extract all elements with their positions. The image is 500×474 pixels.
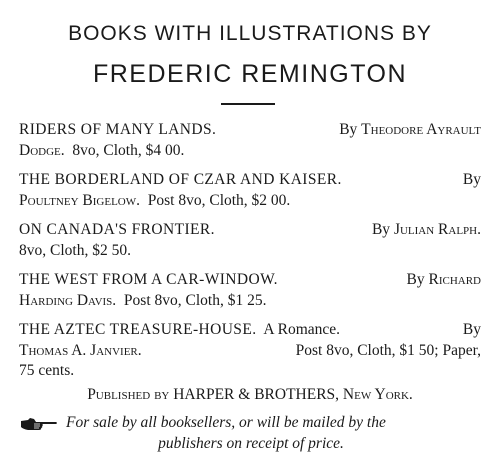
book-title: THE AZTEC TREASURE-HOUSE.	[19, 321, 257, 338]
heading-line-2: FREDERIC REMINGTON	[92, 60, 408, 88]
divider-rule	[221, 103, 275, 105]
publisher-name: HARPER & BROTHERS,	[173, 386, 340, 403]
book-entry	[19, 120, 481, 161]
book-author: Theodore Ayrault	[361, 121, 481, 138]
publisher-city: New York.	[342, 386, 413, 403]
by-label: By	[462, 171, 481, 188]
book-details: 8vo, Cloth, $2 50.	[19, 241, 131, 259]
book-author-cont: Dodge.	[19, 141, 65, 159]
book-title: RIDERS OF MANY LANDS.	[19, 121, 217, 138]
book-author: Richard	[428, 271, 481, 288]
book-entry	[19, 270, 481, 311]
book-title: THE BORDERLAND OF CZAR AND KAISER.	[19, 171, 342, 188]
book-subtitle: A Romance.	[263, 321, 341, 338]
by-label: By	[406, 271, 425, 288]
book-details: 8vo, Cloth, $4 00.	[72, 141, 185, 159]
book-details-cont: 75 cents.	[19, 362, 75, 379]
by-label: By	[462, 321, 481, 338]
book-details: Post 8vo, Cloth, $2 00.	[147, 191, 291, 209]
book-details: Post 8vo, Cloth, $1 50; Paper,	[295, 341, 481, 359]
publisher-line	[0, 386, 500, 404]
by-label: By	[371, 221, 391, 238]
book-title: ON CANADA'S FRONTIER.	[19, 221, 215, 238]
pointing-hand-icon	[20, 416, 58, 430]
book-entry	[19, 320, 481, 382]
book-list	[19, 120, 481, 391]
by-label: By	[339, 121, 358, 138]
sale-note-line-1: For sale by all booksellers, or will be mailed by the	[66, 414, 386, 431]
sale-note-line-2: publishers on receipt of price.	[158, 435, 344, 452]
book-author: Thomas A. Janvier.	[19, 341, 142, 359]
book-author: Poultney Bigelow.	[19, 191, 141, 209]
book-details: Post 8vo, Cloth, $1 25.	[123, 291, 267, 309]
publisher-prefix: Published by	[87, 386, 170, 403]
sale-note	[20, 412, 482, 454]
book-author: Julian Ralph.	[393, 221, 481, 238]
heading-line-1: BOOKS WITH ILLUSTRATIONS BY	[68, 22, 432, 45]
book-entry	[19, 220, 481, 261]
book-entry	[19, 170, 481, 211]
book-title: THE WEST FROM A CAR-WINDOW.	[19, 271, 278, 288]
book-author-cont: Harding Davis.	[19, 291, 117, 309]
